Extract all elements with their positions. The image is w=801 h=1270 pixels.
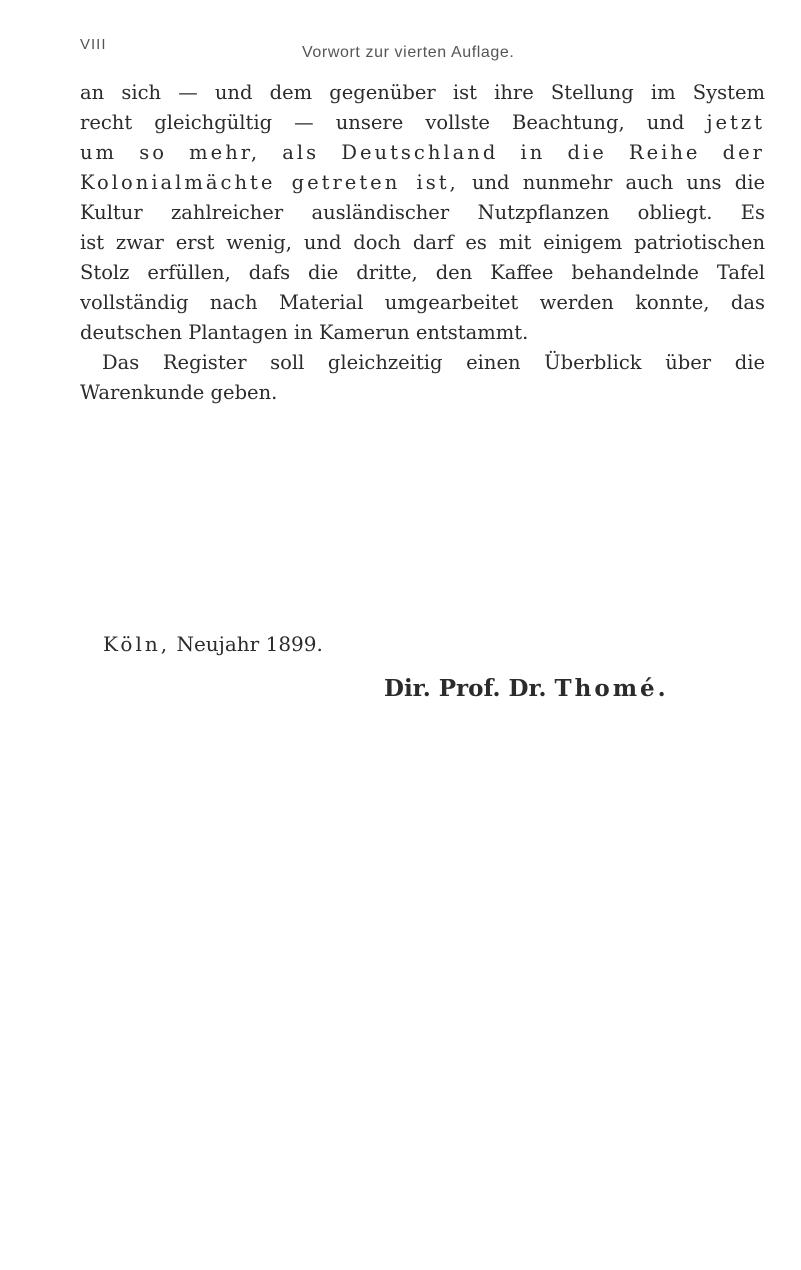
signature-name: Thomé. bbox=[554, 675, 669, 702]
text-line bbox=[80, 108, 765, 138]
text-line: vollständig nach Material umgearbeitet werden konnte, das bbox=[80, 291, 765, 314]
running-head: Vorwort zur vierten Auflage. bbox=[302, 44, 515, 61]
signature-prefix: Dir. Prof. Dr. bbox=[384, 675, 547, 702]
page-header bbox=[80, 36, 760, 66]
emphasized-phrase: Kolonialmächte getreten ist, bbox=[80, 171, 459, 194]
text-line: Warenkunde geben. bbox=[80, 381, 278, 404]
page-number: VIII bbox=[80, 36, 107, 53]
text-fragment: recht gleichgültig — unsere vollste Beachtung, und bbox=[80, 111, 685, 134]
text-line: an sich — und dem gegenüber ist ihre Stellung im System bbox=[80, 81, 765, 104]
text-line: ist zwar erst wenig, und doch darf es mit einigem patriotischen bbox=[80, 231, 765, 254]
text-line: Stolz erfüllen, dafs die dritte, den Kaffee behandelnde Tafel bbox=[80, 261, 765, 284]
signature bbox=[384, 675, 669, 702]
text-line: deutschen Plantagen in Kamerun entstammt. bbox=[80, 321, 529, 344]
text-line: Kultur zahlreicher ausländischer Nutzpflanzen obliegt. Es bbox=[80, 201, 765, 224]
text-line: Das Register soll gleichzeitig einen Überblick über die bbox=[102, 351, 765, 374]
text-line bbox=[80, 168, 765, 198]
date-text: Neujahr 1899. bbox=[176, 632, 323, 656]
text-line: um so mehr, als Deutschland in die Reihe der bbox=[80, 141, 765, 164]
text-fragment: und nunmehr auch uns die bbox=[471, 171, 765, 194]
body-text bbox=[80, 78, 765, 408]
emphasized-word: jetzt bbox=[706, 111, 765, 134]
place-date bbox=[103, 632, 323, 656]
place-name: Köln, bbox=[103, 632, 171, 656]
